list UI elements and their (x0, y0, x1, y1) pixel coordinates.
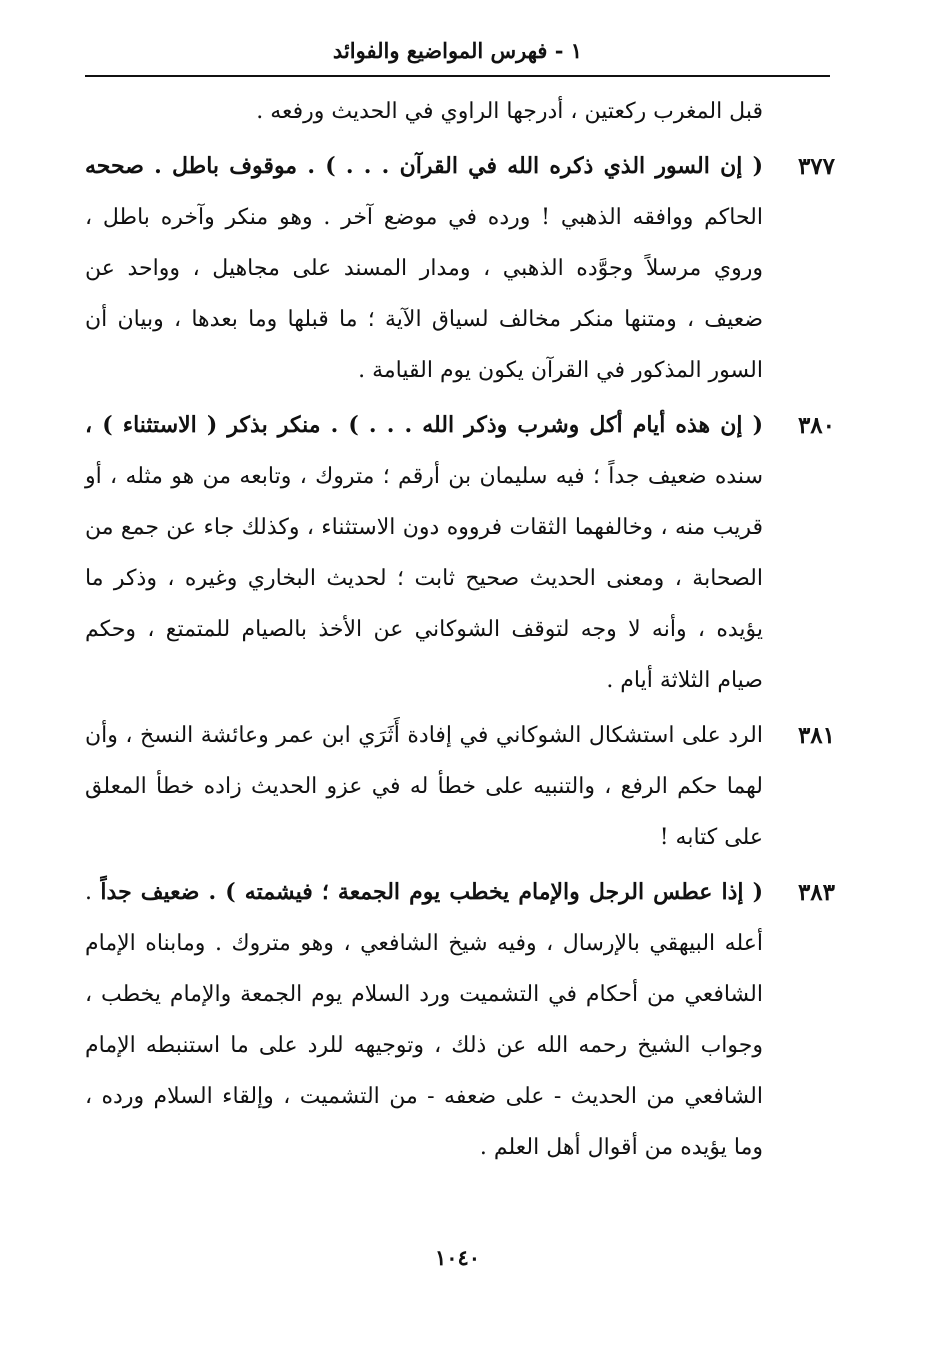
entry-text (85, 867, 763, 1173)
entry-hadith-lead: ( إن السور الذي ذكره الله في القرآن . . . ) . موقوف باطل . صححه (85, 153, 763, 179)
entry-text (85, 710, 763, 863)
index-entry-377 (85, 141, 835, 396)
entry-hadith-lead: ( إذا عطس الرجل والإمام يخطب يوم الجمعة ؛ فيشمته ) . ضعيف جداً (100, 879, 763, 905)
entry-body: سنده ضعيف جداً ؛ فيه سليمان بن أرقم ؛ متروك ، وتابعه من هو مثله ، أو قريب منه ، وخالفهما الثقات فرووه دون الاستثناء ، وكذلك جاء عن جمع من الصحابة ، ومعنى الحديث صحيح ثابت ؛ لحديث البخاري وغيره ، وذكر ما يؤيده ، وأنه لا وجه لتوقف الشوكاني عن الأخذ بالصيام للمتمتع ، وحكم صيام الثلاثة أيام . (85, 464, 764, 693)
index-content (85, 86, 835, 1173)
entry-number: ٣٨٠ (797, 412, 835, 439)
entry-body: الحاكم ووافقه الذهبي ! ورده في موضع آخر . وهو منكر وآخره باطل ، وروي مرسلاً وجوَّده الذهبي ، ومدار المسند على مجاهيل ، وواحد عن ضعيف ، ومتنها منكر مخالف لسياق الآية ؛ ما قبلها وما بعدها ، وبيان أن السور المذكور في القرآن يكون يوم القيامة . (85, 205, 763, 383)
entry-number: ٣٨١ (797, 722, 835, 749)
index-entry-380 (85, 400, 835, 706)
page-number: ١٠٤٠ (434, 1245, 481, 1270)
entry-number: ٣٨٣ (797, 879, 835, 906)
index-entry-381 (85, 710, 835, 863)
entry-body: . أعله البيهقي بالإرسال ، وفيه شيخ الشافعي ، وهو متروك . ومابناه الإمام الشافعي من أحكام في التشميت ورد السلام يوم الجمعة والإمام يخطب ، وجواب الشيخ رحمه الله عن ذلك ، وتوجيهه للرد على ما استنبطه الإمام الشافعي من الحديث - على ضعفه - من التشميت ، وإلقاء السلام ورده ، وما يؤيده من أقوال أهل العلم . (85, 880, 763, 1160)
running-header: ١ - فهرس المواضيع والفوائد (332, 38, 583, 63)
entry-text (85, 400, 763, 706)
entry-number: ٣٧٧ (797, 153, 835, 180)
index-entry-383 (85, 867, 835, 1173)
header-rule (85, 75, 830, 77)
continuation-text: قبل المغرب ركعتين ، أدرجها الراوي في الحديث ورفعه . (256, 99, 763, 124)
entry-body: الرد على استشكال الشوكاني في إفادة أَثَرَي ابن عمر وعائشة النسخ ، وأن لهما حكم الرفع ، والتنبيه على خطأ له في عزو الحديث زاده خطأ المعلق على كتابه ! (85, 723, 763, 850)
entry-hadith-lead: ( إن هذه أيام أكل وشرب وذكر الله . . . ) . منكر بذكر ( الاستثناء ) ، (85, 412, 763, 438)
entry-text (85, 141, 763, 396)
